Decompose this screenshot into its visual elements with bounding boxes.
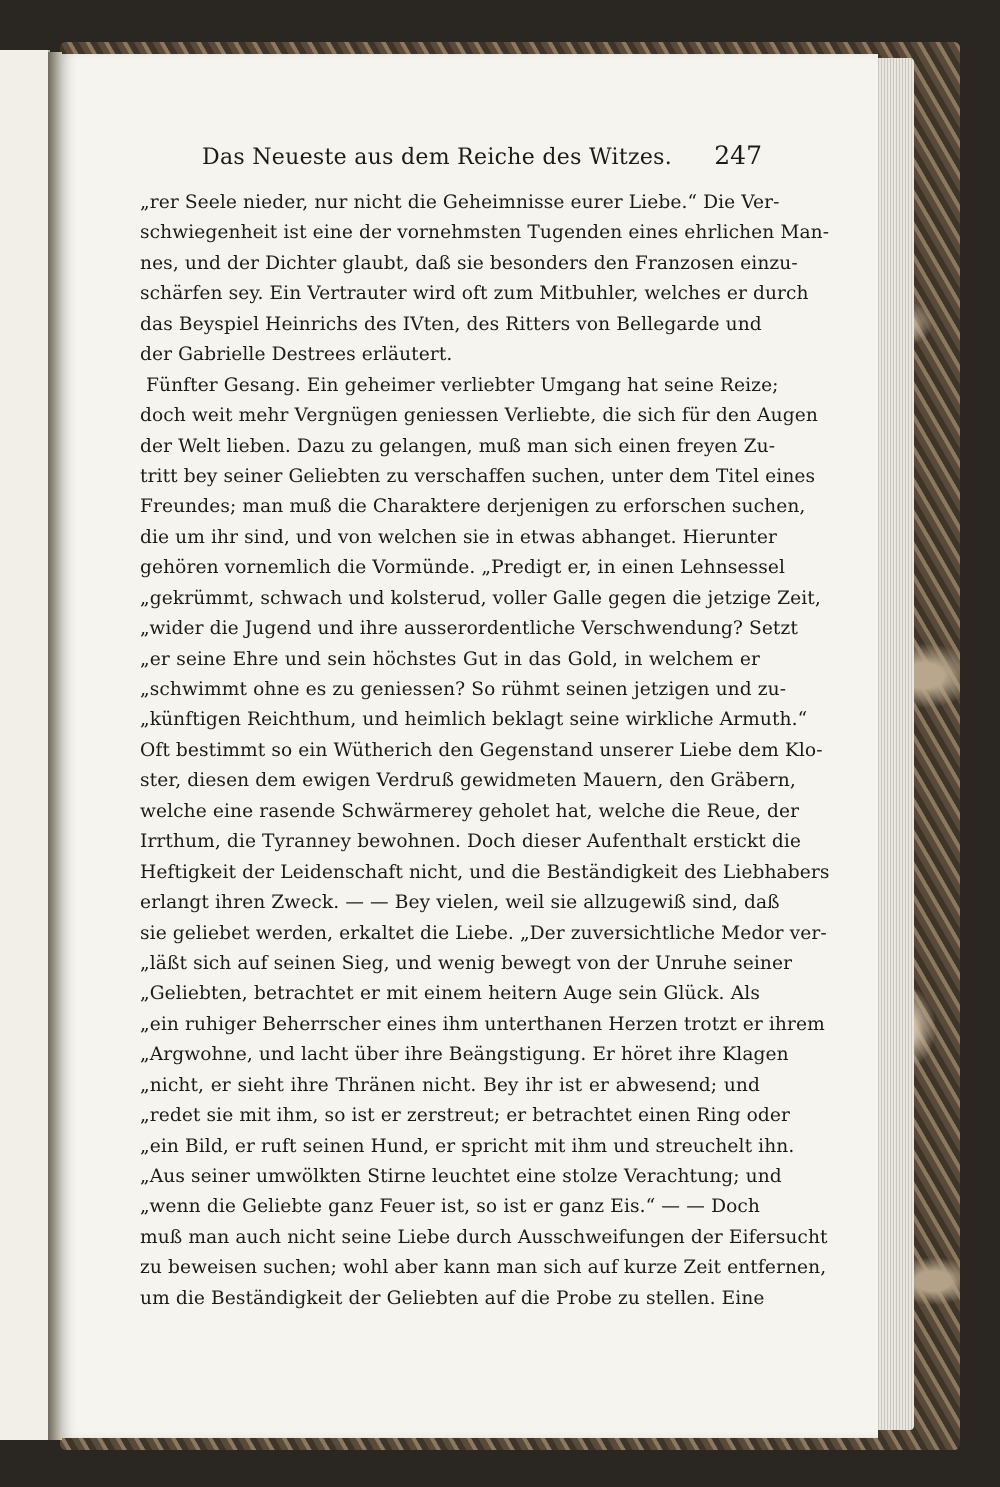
text-line: zu beweisen suchen; wohl aber kann man sich auf kurze Zeit entfernen, [140,1257,827,1279]
text-line: „Aus seiner umwölkten Stirne leuchtet eine stolze Verachtung; und [140,1166,782,1187]
text-line: der Gabrielle Destrees erläutert. [140,344,453,366]
text-line: muß man auch nicht seine Liebe durch Ausschweifungen der Eifersucht [140,1226,828,1248]
text-line: „nicht, er sieht ihre Thränen nicht. Bey ihr ist er abwesend; und [140,1074,760,1096]
text-line: die um ihr sind, und von welchen sie in etwas abhanget. Hierunter [140,526,777,548]
running-title: Das Neueste aus dem Reiche des Witzes. [202,145,673,170]
text-line: „gekrümmt, schwach und kolsterud, voller Galle gegen die jetzige Zeit, [140,587,821,609]
text-line: „ein ruhiger Beherrscher eines ihm unterthanen Herzen trotzt er ihrem [140,1013,825,1035]
text-line: „wenn die Geliebte ganz Feuer ist, so ist er ganz Eis.“ — — Doch [140,1196,760,1218]
text-line: „er seine Ehre und sein höchstes Gut in das Gold, in welchem er [140,648,760,670]
text-line: der Welt lieben. Dazu zu gelangen, muß man sich einen freyen Zu- [140,435,776,457]
text-line: „künftigen Reichthum, und heimlich beklagt seine wirkliche Armuth.“ [140,709,808,731]
text-line: Fünfter Gesang. Ein geheimer verliebter Umgang hat seine Reize; [146,374,779,396]
text-line: „Argwohne, und lacht über ihre Beängstigung. Er höret ihre Klagen [140,1044,789,1066]
text-line: das Beyspiel Heinrichs des IVten, des Ritters von Bellegarde und [140,313,762,335]
text-line: Irrthum, die Tyranney bewohnen. Doch dieser Aufenthalt erstickt die [140,831,801,853]
text-line: Freundes; man muß die Charaktere derjenigen zu erforschen suchen, [140,496,806,518]
text-line: „wider die Jugend und ihre ausserordentliche Verschwendung? Setzt [140,618,798,640]
text-line: doch weit mehr Vergnügen geniessen Verliebte, die sich für den Augen [140,405,818,427]
text-line: erlangt ihren Zweck. — — Bey vielen, weil sie allzugewiß sind, daß [140,892,780,914]
text-line: welche eine rasende Schwärmerey geholet hat, welche die Reue, der [140,800,800,822]
text-line: Oft bestimmt so ein Wütherich den Gegenstand unserer Liebe dem Klo- [140,739,823,761]
text-line: schwiegenheit ist eine der vornehmsten Tugenden eines ehrlichen Man- [140,222,830,244]
text-line: nes, und der Dichter glaubt, daß sie besonders den Franzosen einzu- [140,252,798,274]
text-line: „läßt sich auf seinen Sieg, und wenig bewegt von der Unruhe seiner [140,952,793,974]
text-line: „ein Bild, er ruft seinen Hund, er spricht mit ihm und streuchelt ihn. [140,1135,795,1157]
text-line: tritt bey seiner Geliebten zu verschaffen suchen, unter dem Titel eines [140,465,816,487]
facing-page [0,50,50,1440]
text-line: um die Beständigkeit der Geliebten auf die Probe zu stellen. Eine [140,1287,765,1309]
running-header [202,141,762,181]
text-line: schärfen sey. Ein Vertrauter wird oft zum Mitbuhler, welches er durch [140,283,809,305]
text-line: sie geliebet werden, erkaltet die Liebe. „Der zuversichtliche Medor ver- [140,922,827,944]
book-gutter [48,52,62,1440]
text-line: gehören vornemlich die Vormünde. „Predigt er, in einen Lehnsessel [140,557,785,579]
page-body-text [140,188,830,1314]
text-line: ster, diesen dem ewigen Verdruß gewidmeten Mauern, den Gräbern, [140,770,796,792]
text-line: „redet sie mit ihm, so ist er zerstreut; er betrachtet einen Ring oder [140,1105,791,1127]
text-line: „schwimmt ohne es zu geniessen? So rühmt seinen jetzigen und zu- [140,679,787,700]
page-number: 247 [714,141,762,170]
text-line: „Geliebten, betrachtet er mit einem heitern Auge sein Glück. Als [140,983,760,1005]
text-line: „rer Seele nieder, nur nicht die Geheimnisse eurer Liebe.“ Die Ver- [140,192,780,213]
text-line: Heftigkeit der Leidenschaft nicht, und die Beständigkeit des Liebhabers [140,861,830,883]
